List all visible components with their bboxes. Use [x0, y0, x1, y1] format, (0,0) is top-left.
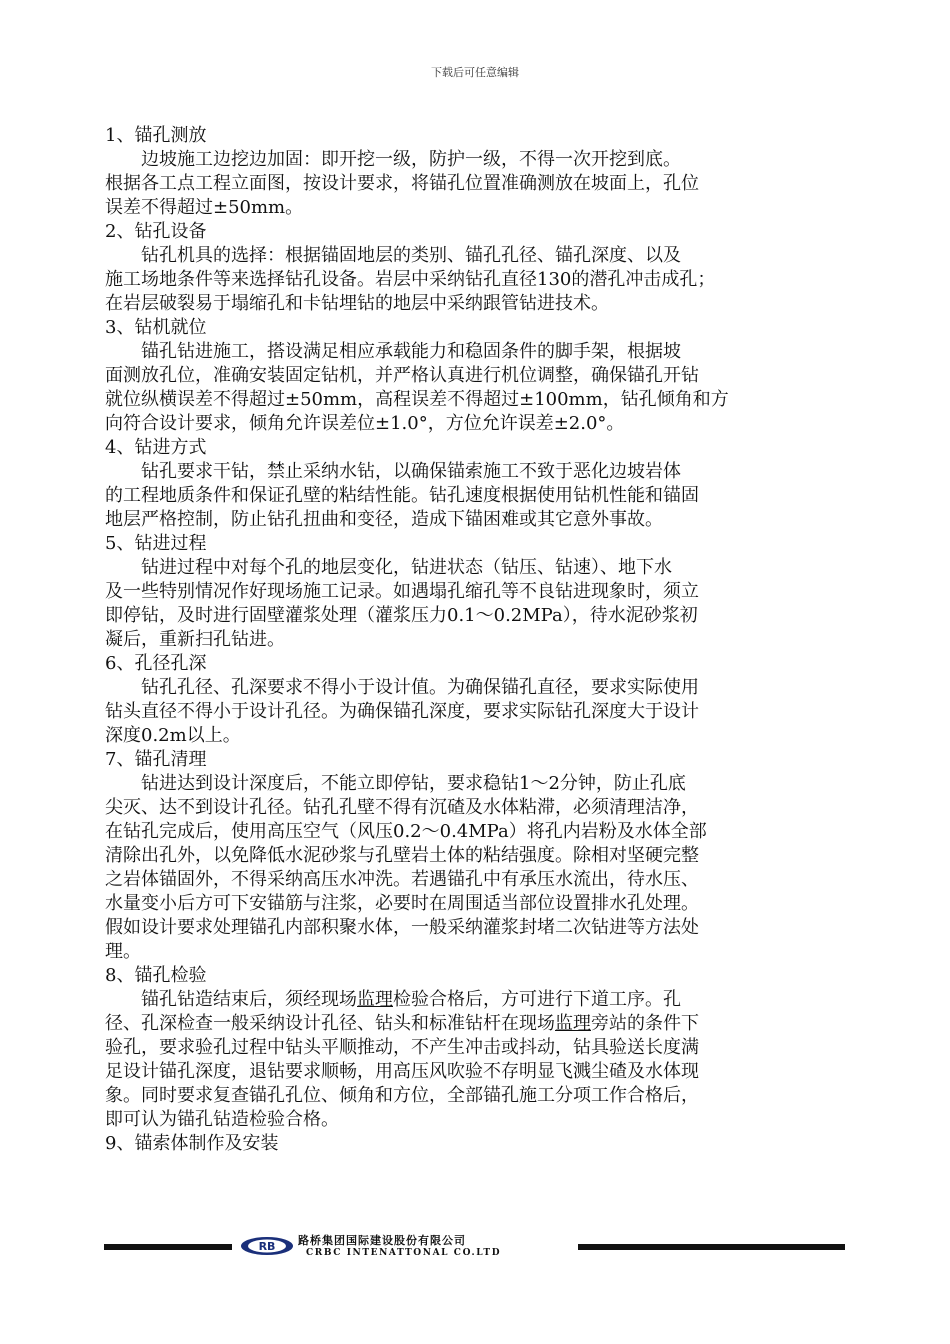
section-heading: 1、锚孔测放 [105, 125, 207, 146]
section-heading: 5、钻进过程 [105, 533, 207, 554]
section-2 [105, 220, 845, 316]
section-heading: 2、钻孔设备 [105, 221, 207, 242]
paragraph-line: 面测放孔位，准确安装固定钻机，并严格认真进行机位调整，确保锚孔开钻 [105, 365, 699, 386]
section-9 [105, 1132, 845, 1156]
section-1 [105, 124, 845, 220]
section-heading: 7、锚孔清理 [105, 749, 207, 770]
paragraph-line: 足设计锚孔深度，退钻要求顺畅，用高压风吹验不存明显飞溅尘碴及水体现 [105, 1061, 699, 1082]
document-body [105, 124, 845, 1156]
paragraph-line: 施工场地条件等来选择钻孔设备。岩层中采纳钻孔直径130的潜孔冲击成孔； [105, 269, 716, 290]
paragraph-line: 在岩层破裂易于塌缩孔和卡钻埋钻的地层中采纳跟管钻进技术。 [105, 293, 609, 314]
paragraph-line: 尖灭、达不到设计孔径。钻孔孔壁不得有沉碴及水体粘滞，必须清理洁净， [105, 797, 699, 818]
section-paragraph [105, 340, 845, 436]
paragraph-line: 钻进达到设计深度后，不能立即停钻，要求稳钻1～2分钟，防止孔底 [105, 773, 686, 794]
section-heading: 8、锚孔检验 [105, 965, 207, 986]
section-heading: 9、锚索体制作及安装 [105, 1133, 279, 1154]
paragraph-line: 地层严格控制，防止钻孔扭曲和变径，造成下锚困难或其它意外事故。 [105, 509, 663, 530]
paragraph-line: 钻孔孔径、孔深要求不得小于设计值。为确保锚孔直径，要求实际使用 [105, 677, 699, 698]
section-heading: 3、钻机就位 [105, 317, 207, 338]
section-paragraph [105, 244, 845, 316]
section-5 [105, 532, 845, 652]
paragraph-line: 象。同时要求复查锚孔孔位、倾角和方位，全部锚孔施工分项工作合格后， [105, 1085, 699, 1106]
section-paragraph [105, 148, 845, 220]
section-6 [105, 652, 845, 748]
paragraph-line: 即可认为锚孔钻造检验合格。 [105, 1109, 339, 1130]
paragraph-line: 水量变小后方可下安锚筋与注浆，必要时在周围适当部位设置排水孔处理。 [105, 893, 699, 914]
paragraph-line: 锚孔钻进施工，搭设满足相应承载能力和稳固条件的脚手架，根据坡 [105, 341, 681, 362]
paragraph-line: 钻孔要求干钻，禁止采纳水钻，以确保锚索施工不致于恶化边坡岩体 [105, 461, 681, 482]
section-heading: 4、钻进方式 [105, 437, 207, 458]
section-paragraph [105, 460, 845, 532]
section-paragraph [105, 772, 845, 964]
header-note: 下载后可任意编辑 [431, 66, 519, 79]
paragraph-line: 径、孔深检查一般采纳设计孔径、钻头和标准钻杆在现场监理旁站的条件下 [105, 1013, 699, 1034]
paragraph-line: 锚孔钻造结束后，须经现场监理检验合格后，方可进行下道工序。孔 [105, 989, 681, 1010]
paragraph-line: 误差不得超过±50mm。 [105, 197, 304, 218]
company-name-en: CRBC INTENATTONAL CO.LTD [306, 1248, 502, 1258]
paragraph-line: 向符合设计要求，倾角允许误差位±1.0°，方位允许误差±2.0°。 [105, 413, 625, 434]
paragraph-line: 之岩体锚固外，不得采纳高压水冲洗。若遇锚孔中有承压水流出，待水压、 [105, 869, 699, 890]
paragraph-line: 的工程地质条件和保证孔壁的粘结性能。钻孔速度根据使用钻机性能和锚固 [105, 485, 699, 506]
paragraph-line: 钻头直径不得小于设计孔径。为确保锚孔深度，要求实际钻孔深度大于设计 [105, 701, 699, 722]
paragraph-line: 根据各工点工程立面图，按设计要求，将锚孔位置准确测放在坡面上，孔位 [105, 173, 699, 194]
logo-text: RB [258, 1240, 276, 1253]
paragraph-line: 就位纵横误差不得超过±50mm，高程误差不得超过±100mm，钻孔倾角和方 [105, 389, 729, 410]
paragraph-line: 钻孔机具的选择：根据锚固地层的类别、锚孔孔径、锚孔深度、以及 [105, 245, 681, 266]
section-heading: 6、孔径孔深 [105, 653, 207, 674]
section-8 [105, 964, 845, 1132]
section-paragraph [105, 988, 845, 1132]
section-7 [105, 748, 845, 964]
paragraph-line: 验孔，要求验孔过程中钻头平顺推动，不产生冲击或抖动，钻具验送长度满 [105, 1037, 699, 1058]
section-4 [105, 436, 845, 532]
paragraph-line: 凝后，重新扫孔钻进。 [105, 629, 285, 650]
section-paragraph [105, 556, 845, 652]
footer-rule-left [104, 1244, 232, 1250]
paragraph-line: 在钻孔完成后，使用高压空气（风压0.2～0.4MPa）将孔内岩粉及水体全部 [105, 821, 707, 842]
section-paragraph [105, 676, 845, 748]
page-footer [0, 1230, 950, 1270]
section-3 [105, 316, 845, 436]
paragraph-line: 假如设计要求处理锚孔内部积聚水体，一般采纳灌浆封堵二次钻进等方法处 [105, 917, 699, 938]
paragraph-line: 清除出孔外，以免降低水泥砂浆与孔壁岩土体的粘结强度。除相对坚硬完整 [105, 845, 699, 866]
company-logo-icon [240, 1236, 294, 1256]
paragraph-line: 理。 [105, 941, 141, 962]
paragraph-line: 深度0.2m以上。 [105, 725, 241, 746]
company-name-cn: 路桥集团国际建设股份有限公司 [298, 1234, 466, 1247]
footer-rule-right [578, 1244, 845, 1250]
paragraph-line: 及一些特别情况作好现场施工记录。如遇塌孔缩孔等不良钻进现象时，须立 [105, 581, 699, 602]
paragraph-line: 即停钻，及时进行固壁灌浆处理（灌浆压力0.1～0.2MPa），待水泥砂浆初 [105, 605, 698, 626]
paragraph-line: 钻进过程中对每个孔的地层变化，钻进状态（钻压、钻速）、地下水 [105, 557, 672, 578]
paragraph-line: 边坡施工边挖边加固：即开挖一级，防护一级，不得一次开挖到底。 [105, 149, 681, 170]
